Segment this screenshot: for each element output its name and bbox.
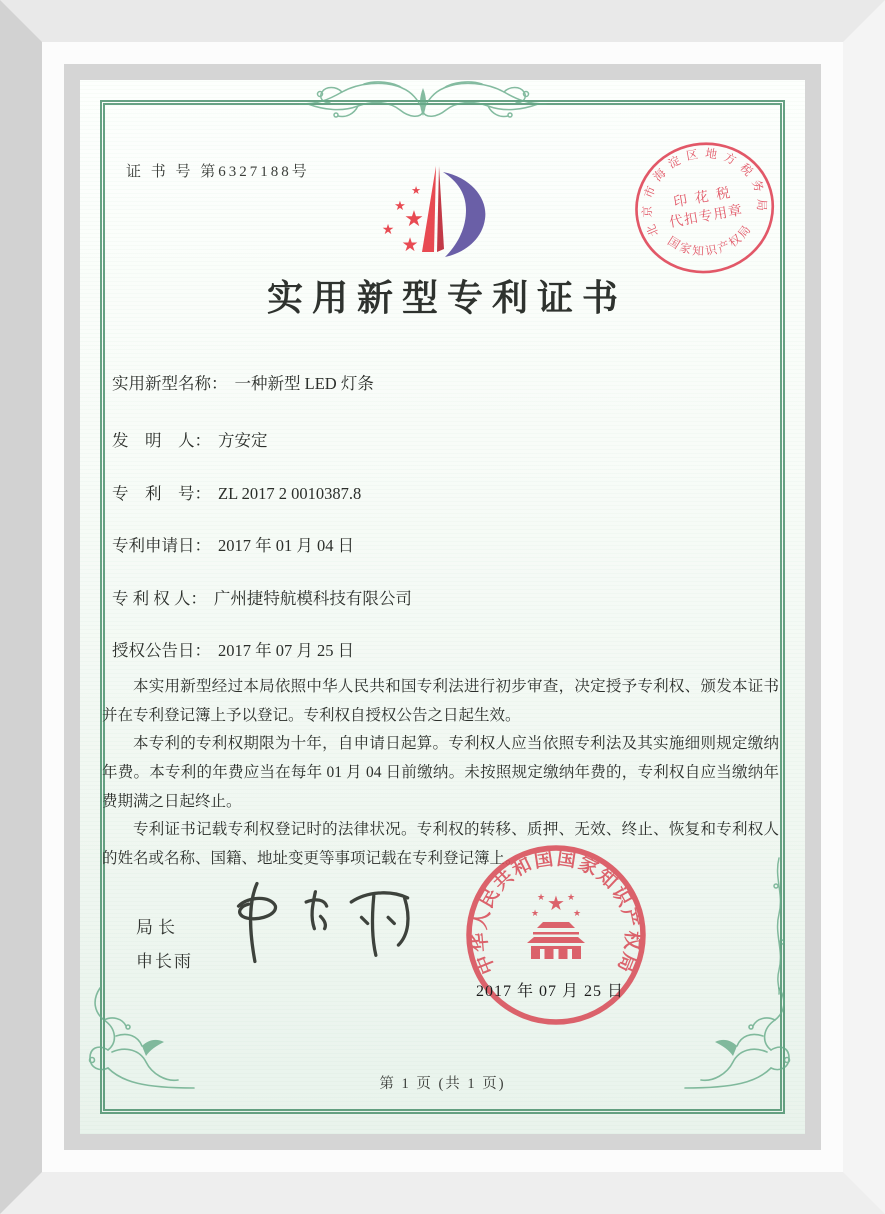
grant-date-stamp: 2017 年 07 月 25 日 [476, 983, 625, 1000]
field-label: 专利申请日： [112, 536, 211, 555]
field-label: 授权公告日： [112, 641, 211, 660]
field-grant-date [112, 637, 354, 661]
field-patent-number [112, 480, 361, 504]
field-filing-date [112, 532, 354, 556]
page-footer: 第 1 页 (共 1 页) [379, 1076, 506, 1092]
svg-text:★: ★ [381, 222, 395, 238]
seal-ring-text: 中华人民共和国国家知识产权局 [469, 848, 643, 977]
commissioner-name: 申长雨 [136, 952, 193, 971]
paragraph: 本专利的专利权期限为十年，自申请日起算。专利权人应当依照专利法及其实施细则规定缴纳年费。本专利的年费应当在每年 01 月 04 日前缴纳。未按照规定缴纳年费的，专利权自应当缴纳年费期满之日起终止。 [102, 735, 779, 810]
right-border-scroll-icon [768, 856, 790, 996]
field-label: 发 明 人： [112, 431, 211, 450]
svg-text:★: ★ [547, 891, 565, 915]
patent-office-logo-icon [358, 152, 508, 270]
field-value: 广州捷特航模科技有限公司 [213, 589, 412, 608]
paragraph: 专利证书记载专利权登记时的法律状况。专利权的转移、质押、无效、终止、恢复和专利权人的姓名或名称、国籍、地址变更等事项记载在专利登记簿上。 [102, 821, 779, 868]
field-value: 方安定 [218, 431, 268, 450]
tax-stamp-top-text: 北京市海淀区地方税务局 [641, 146, 769, 239]
national-emblem-icon [527, 891, 585, 959]
paragraph: 本实用新型经过本局依照中华人民共和国专利法进行初步审查，决定授予专利权、颁发本证书并在专利登记簿上予以登记。专利权自授权公告之日起生效。 [102, 678, 779, 724]
svg-text:★: ★ [572, 909, 582, 919]
svg-text:★: ★ [394, 199, 406, 214]
svg-text:★: ★ [404, 207, 424, 232]
field-value: ZL 2017 2 0010387.8 [218, 484, 362, 503]
frame-mat [42, 42, 843, 1172]
signature-icon [218, 870, 423, 975]
field-utility-model-name [112, 370, 374, 394]
field-value: 2017 年 01 月 04 日 [218, 536, 355, 555]
tax-stamp-center-line1: 印 花 税 [672, 184, 734, 210]
commissioner-title: 局长 [136, 918, 180, 937]
svg-text:★: ★ [536, 893, 546, 903]
bottom-left-ornament-icon [82, 982, 202, 1118]
field-value: 2017 年 07 月 25 日 [218, 641, 355, 660]
svg-text:★: ★ [411, 184, 421, 197]
field-patentee [112, 585, 412, 609]
field-label: 专 利 权 人： [112, 589, 207, 608]
tax-stamp-center-line2: 代扣专用章 [668, 202, 745, 230]
field-value: 一种新型 LED 灯条 [234, 374, 374, 393]
top-ornament-icon [298, 80, 548, 138]
bottom-right-ornament-icon [677, 982, 797, 1118]
legal-text [102, 673, 779, 874]
svg-text:★: ★ [530, 909, 540, 919]
field-inventor [112, 427, 268, 451]
svg-text:★: ★ [401, 234, 419, 256]
certificate-title: 实用新型专利证书 [266, 278, 627, 318]
field-label: 实用新型名称： [112, 374, 228, 393]
certificate-number: 证 书 号 第6327188号 [126, 164, 310, 180]
paper-shadow-band [64, 64, 821, 1150]
certificate-paper [80, 80, 805, 1134]
tax-stamp-bottom-text: 国家知识产权局 [665, 221, 755, 259]
svg-text:★: ★ [566, 893, 576, 903]
field-label: 专 利 号： [112, 484, 211, 503]
